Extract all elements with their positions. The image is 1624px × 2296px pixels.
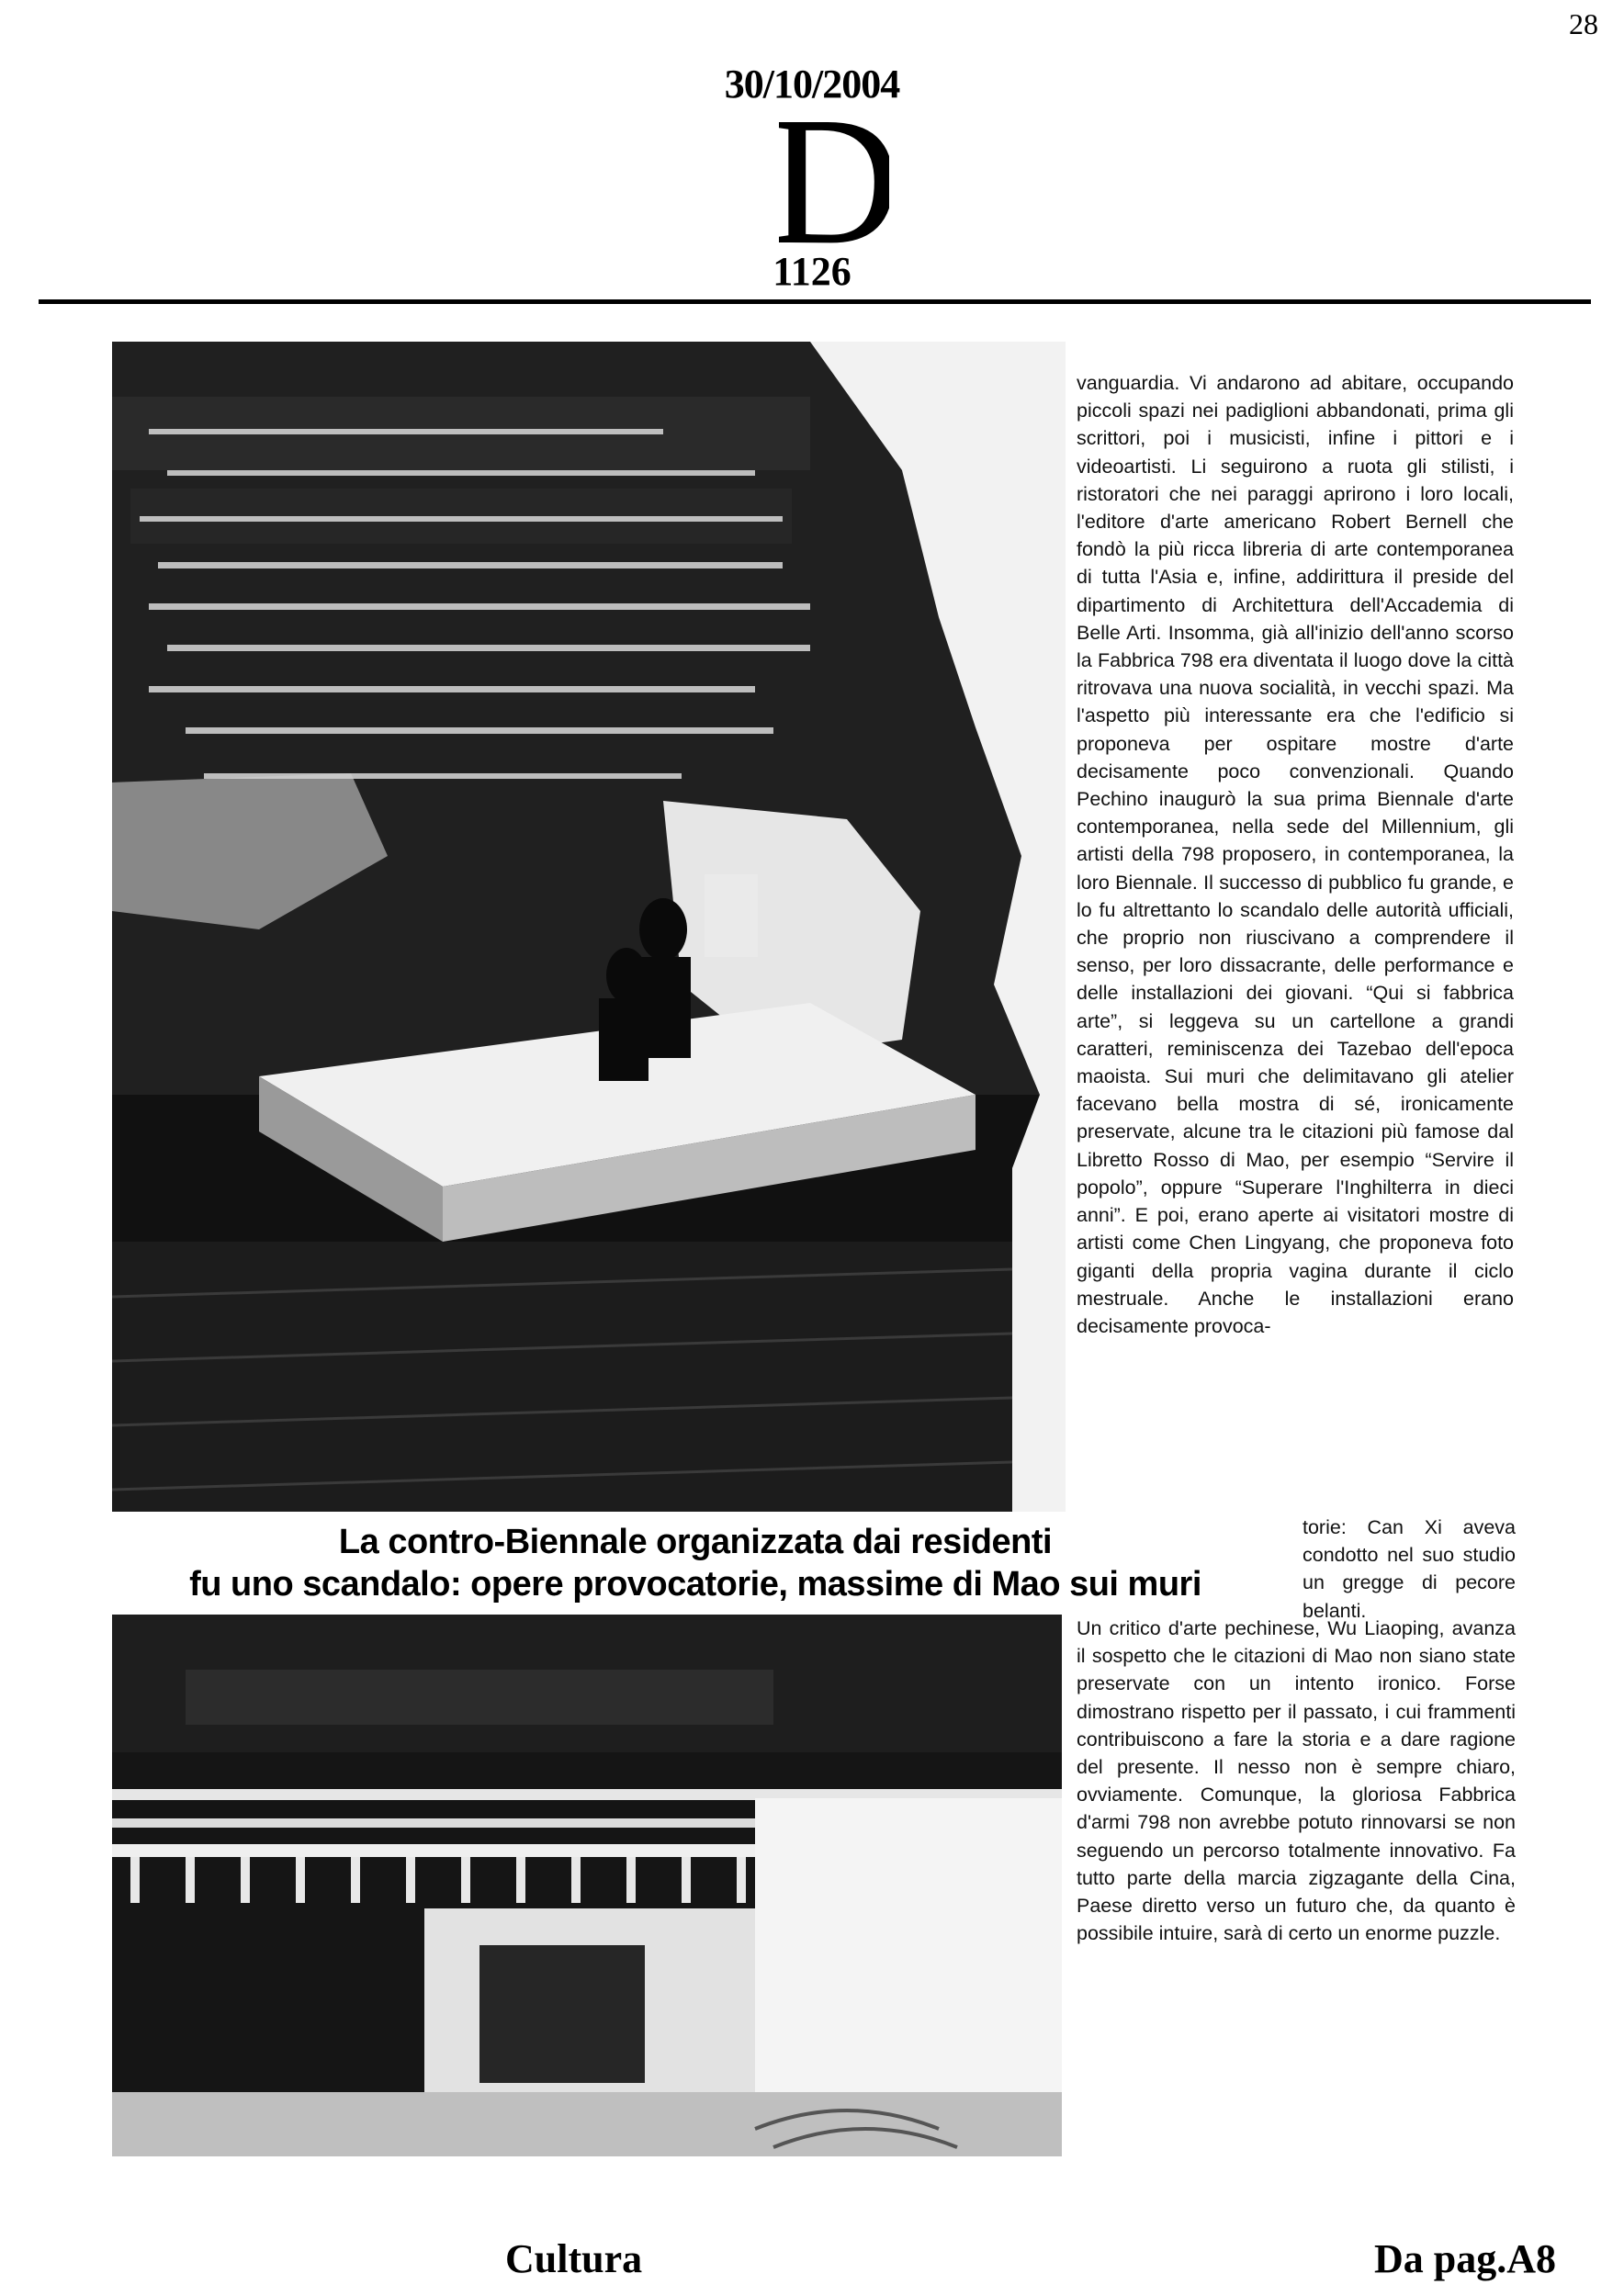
article-column-bottom: Un critico d'arte pechinese, Wu Liaoping, avanza il sospetto che le citazioni di Mao non siano state preservate con un intento ironico. Forse dimostrano rispetto per il passato, i cui frammenti contribuiscono a fare la storia e a dare ragione del presente. Il nesso non è sempre chiaro, ovviamente. Comunque, la gloriosa Fabbrica d'armi 798 non avrebbe potuto rinnovarsi se non seguendo un percorso totalmente innovativo. Fa tutto parte della marcia zigzagante della Cina, Paese diretto verso un futuro che, da quanto è possibile intuire, sarà di certo un enorme puzzle. [1077, 1617, 1516, 1945]
page-reference: Da pag.A8 [1373, 2236, 1556, 2281]
masthead-logo-letter: D [779, 88, 889, 253]
photo-factory-hall [112, 1615, 1062, 2156]
caption-line-2: fu uno scandalo: opere provocatorie, massime di Mao sui muri [189, 1565, 1201, 1604]
page-number: 28 [1569, 7, 1598, 40]
article-column-notch: torie: Can Xi aveva condotto nel suo studio un gregge di pecore belanti. [1303, 1516, 1516, 1622]
issue-number: 1126 [773, 249, 851, 294]
article-column-top: vanguardia. Vi andarono ad abitare, occupando piccoli spazi nei padiglioni abbandonati, prima gli scrittori, poi i musicisti, infine i pittori e i videoartisti. Li seguirono a ruota gli stilisti, i ristoratori che nei paraggi aprirono i loro locali, l'editore d'arte americano Robert Bernell che fondò la più ricca libreria di arte contemporanea di tutta l'Asia e, infine, addirittura il preside del dipartimento di Architettura dell'Accademia di Belle Arti. Insomma, già all'inizio dell'anno scorso la Fabbrica 798 era diventata il luogo dove la città ritrovava una nuova socialità, in vecchi spazi. Ma l'aspetto più interessante era che l'edificio si proponeva per ospitare mostre d'arte decisamente poco convenzionali. Quando Pechino inaugurò la sua prima Biennale d'arte contemporanea, nella sede del Millennium, gli artisti della 798 proposero, in contemporanea, la loro Biennale. Il successo di pubblico fu grande, e lo fu altrettanto lo scandalo delle autorità ufficiali, che proprio non riuscivano a comprendere il senso, per loro dissacrante, delle performance e delle installazioni dei giovani. “Qui si fabbrica arte”, si leggeva su un cartellone a grandi caratteri, reminiscenza dei Tazebao dell'epoca maoista. Sui muri che delimitavano gli atelier facevano bella mostra di sé, ironicamente preservate, alcune tra le citazioni più famose dal Libretto Rosso di Mao, per esempio “Servire il popolo”, oppure “Superare l'Inghilterra in dieci anni”. E poi, erano aperte ai visitatori mostre di artisti come Chen Lingyang, che proponeva foto giganti della propria vagina durante il ciclo mestruale. Anche le installazioni erano decisamente provoca- [1077, 372, 1514, 1337]
section-label: Cultura [505, 2236, 643, 2281]
header-rule [39, 299, 1591, 304]
issue-date: 30/10/2004 [724, 62, 900, 107]
masthead-logo [779, 88, 889, 253]
photo-caption [112, 1521, 1279, 1605]
photo-studio-interior [112, 342, 1066, 1512]
masthead-logo-tagline: la Repubblica delle donne [809, 131, 816, 206]
caption-line-1: La contro-Biennale organizzata dai residenti [338, 1523, 1053, 1561]
